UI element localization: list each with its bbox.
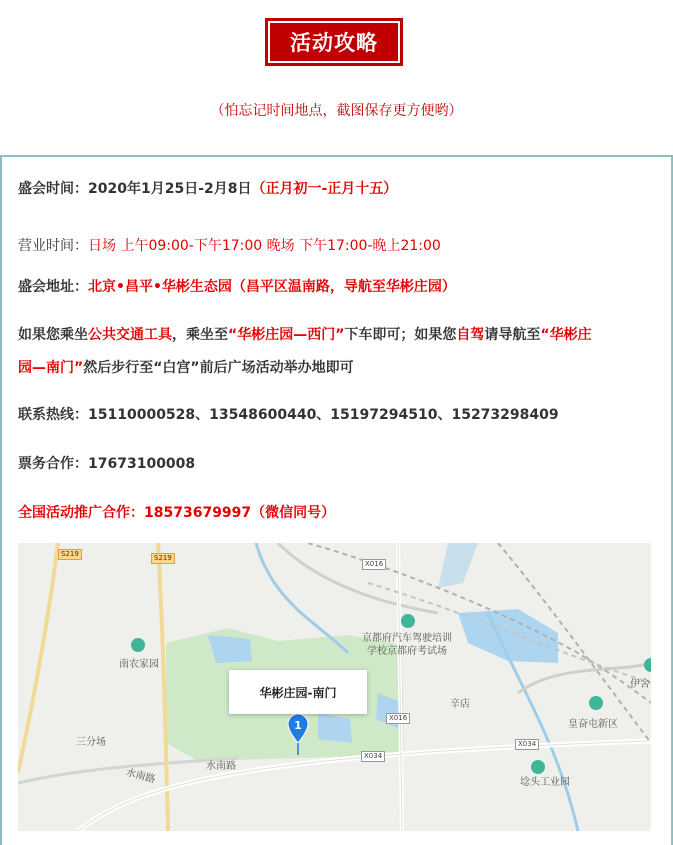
transport-text: ，乘坐至 [172,327,228,343]
opening-hours-value: 日场 上午09:00-下午17:00 晚场 下午17:00-晚上21:00 [88,238,441,254]
promo-line [18,502,335,522]
ticket-label: 票务合作： [18,456,88,472]
south-gate-highlight: “华彬庄 [540,327,592,343]
address-label: 盛会地址： [18,279,88,295]
ticket-line [18,453,195,473]
promo-label: 全国活动推广合作： [18,505,144,521]
transport-line-1 [18,324,592,344]
place-label: 学校京都府考试场 [367,646,447,657]
west-gate-highlight: “华彬庄园—西门” [228,327,345,343]
opening-hours-label: 营业时间： [18,238,88,254]
place-label: 南农家园 [119,659,159,670]
road-shield: X034 [361,751,385,762]
place-label: 埝头工业园 [520,777,570,788]
map-pin-number: 1 [294,719,302,732]
opening-hours-line [18,235,441,255]
place-label: 三分场 [76,737,106,748]
place-label: 皇奋屯新区 [568,719,618,730]
road-shield: X034 [515,739,539,750]
road-label: 水南路 [206,761,236,772]
location-map[interactable] [18,543,651,831]
event-time-value: 2020年1月25日-2月8日 [88,181,252,197]
title-badge [265,18,403,66]
transport-text: 下车即可；如果您 [344,327,457,343]
place-label: 伊舍 [630,679,650,690]
road-shield: X016 [362,559,386,570]
transport-text: 如果您乘坐 [18,327,88,343]
hotline-numbers: 15110000528、13548600440、15197294510、15273298409 [88,407,559,423]
ticket-number: 17673100008 [88,456,196,472]
transport-text: 然后步行至“白宫”前后广场活动举办地即可 [83,360,354,376]
address-line [18,276,456,296]
subtitle: （怕忘记时间地点，截图保存更方便哟） [210,103,463,119]
hotline-line [18,404,559,424]
hotline-label: 联系热线： [18,407,88,423]
self-drive-highlight: 自驾 [456,327,485,343]
page-title: 活动攻略 [290,31,378,55]
public-transport-highlight: 公共交通工具 [88,327,172,343]
place-label: 京都府汽车驾驶培训 [362,633,452,644]
event-time-lunar: （正月初一-正月十五） [251,181,398,197]
road-shield: X016 [386,713,410,724]
map-callout[interactable]: 华彬庄园-南门 [229,670,367,714]
place-label: 辛店 [450,699,470,710]
transport-line-2 [18,357,354,377]
promo-number: 18573679997（微信同号） [144,505,336,521]
transport-text: 请导航至 [484,327,541,343]
road-shield: S219 [151,553,175,564]
road-shield: S219 [58,549,82,560]
event-time-line [18,178,397,198]
event-time-label: 盛会时间： [18,181,88,197]
south-gate-highlight: 园—南门” [18,360,84,376]
address-value: 北京•昌平•华彬生态园（昌平区温南路，导航至华彬庄园） [88,279,456,295]
road-label: 水南路 [124,767,157,786]
